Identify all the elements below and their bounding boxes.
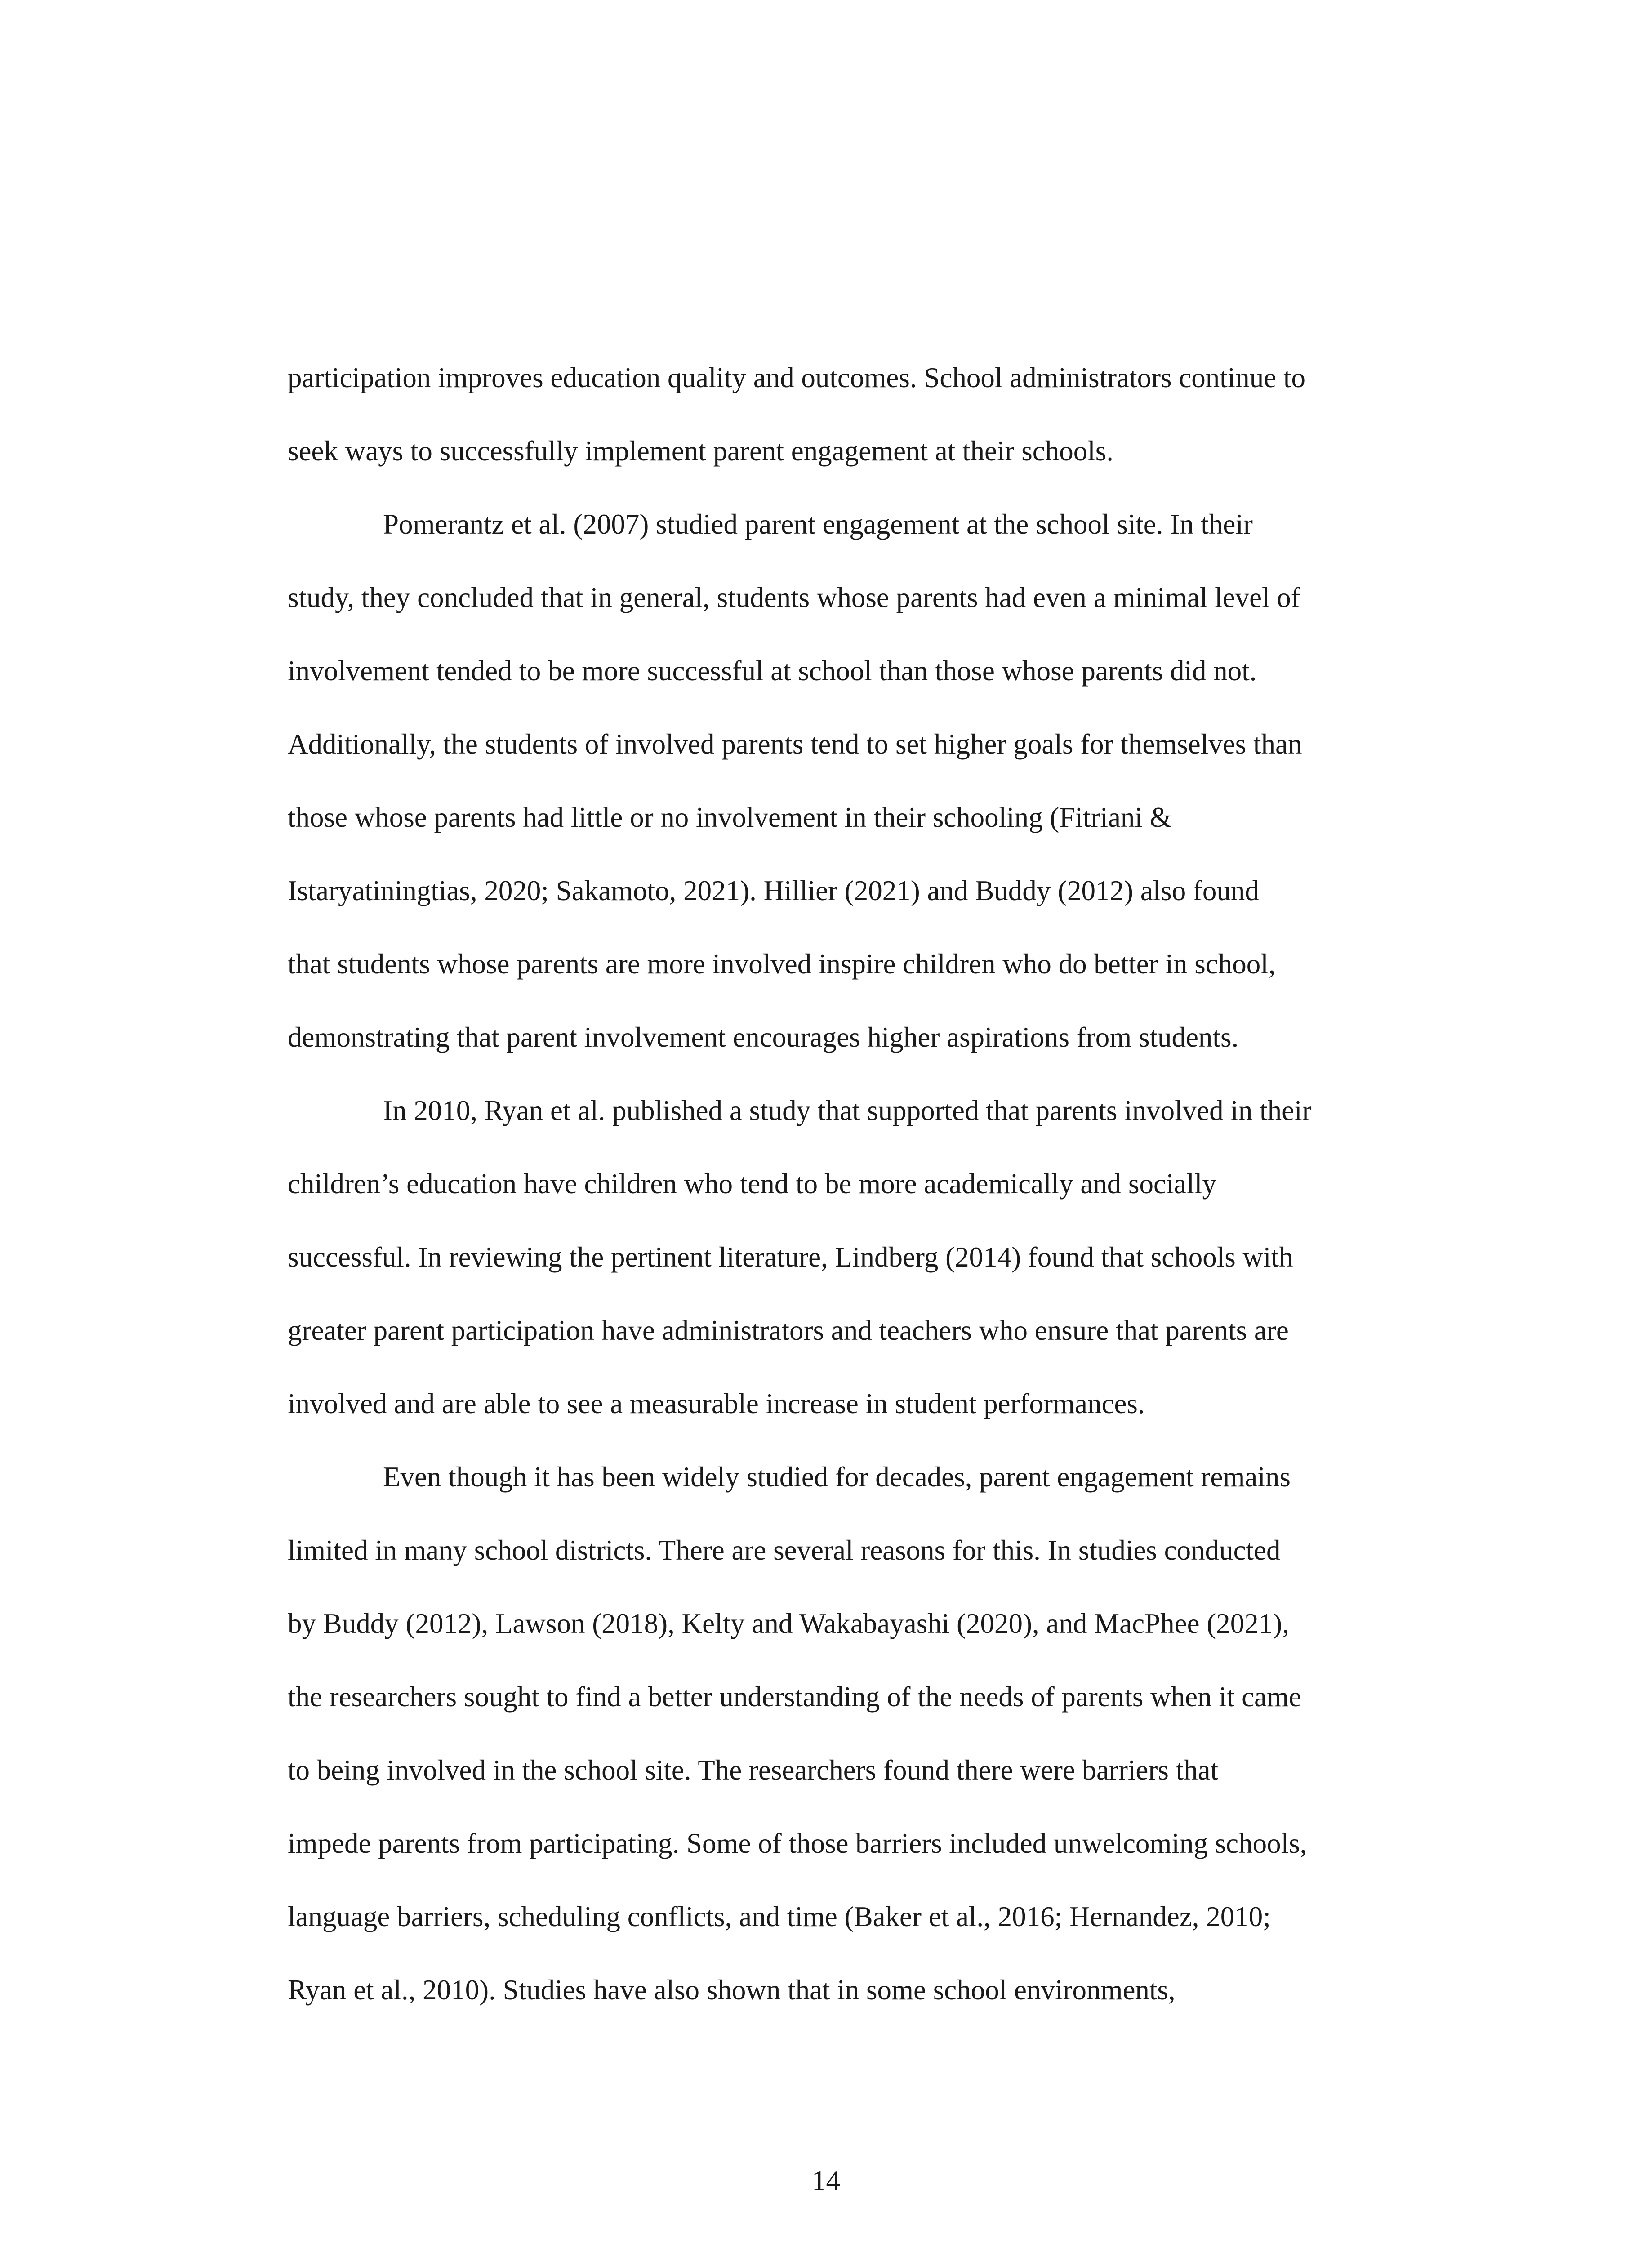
paragraph-first-line: Even though it has been widely studied for decades, parent engagement remains [383,1461,1291,1493]
text-line: involved and are able to see a measurable increase in student performances. [288,1388,1145,1419]
text-line: that students whose parents are more involved inspire children who do better in school, [288,948,1276,980]
body-text [288,355,1447,2041]
text-line: children’s education have children who tend to be more academically and socially [288,1168,1216,1200]
text-line: study, they concluded that in general, students whose parents had even a minimal level of [288,582,1300,613]
text-line: greater parent participation have administrators and teachers who ensure that parents are [288,1315,1289,1346]
text-line: participation improves education quality and outcomes. School administrators continue to [288,362,1306,393]
text-line: limited in many school districts. There are several reasons for this. In studies conducted [288,1534,1281,1566]
text-line: involvement tended to be more successful at school than those whose parents did not. [288,655,1257,687]
text-line: successful. In reviewing the pertinent literature, Lindberg (2014) found that schools with [288,1241,1293,1273]
text-line: Ryan et al., 2010). Studies have also shown that in some school environments, [288,1974,1176,2006]
text-line: the researchers sought to find a better understanding of the needs of parents when it came [288,1681,1301,1713]
page-number: 14 [812,2165,840,2196]
text-line: impede parents from participating. Some of those barriers included unwelcoming schools, [288,1828,1307,1859]
text-line: seek ways to successfully implement parent engagement at their schools. [288,435,1113,467]
text-line: Additionally, the students of involved parents tend to set higher goals for themselves than [288,728,1302,760]
text-line: language barriers, scheduling conflicts, and time (Baker et al., 2016; Hernandez, 2010; [288,1901,1271,1932]
text-line: those whose parents had little or no involvement in their schooling (Fitriani & [288,802,1172,833]
text-line: Istaryatiningtias, 2020; Sakamoto, 2021). Hillier (2021) and Buddy (2012) also found [288,875,1259,906]
paragraph-first-line: In 2010, Ryan et al. published a study that supported that parents involved in their [383,1095,1312,1126]
text-line: to being involved in the school site. The researchers found there were barriers that [288,1754,1219,1786]
text-line: by Buddy (2012), Lawson (2018), Kelty and Wakabayashi (2020), and MacPhee (2021), [288,1608,1290,1639]
text-line: demonstrating that parent involvement encourages higher aspirations from students. [288,1021,1239,1053]
paragraph-first-line: Pomerantz et al. (2007) studied parent engagement at the school site. In their [383,508,1253,540]
